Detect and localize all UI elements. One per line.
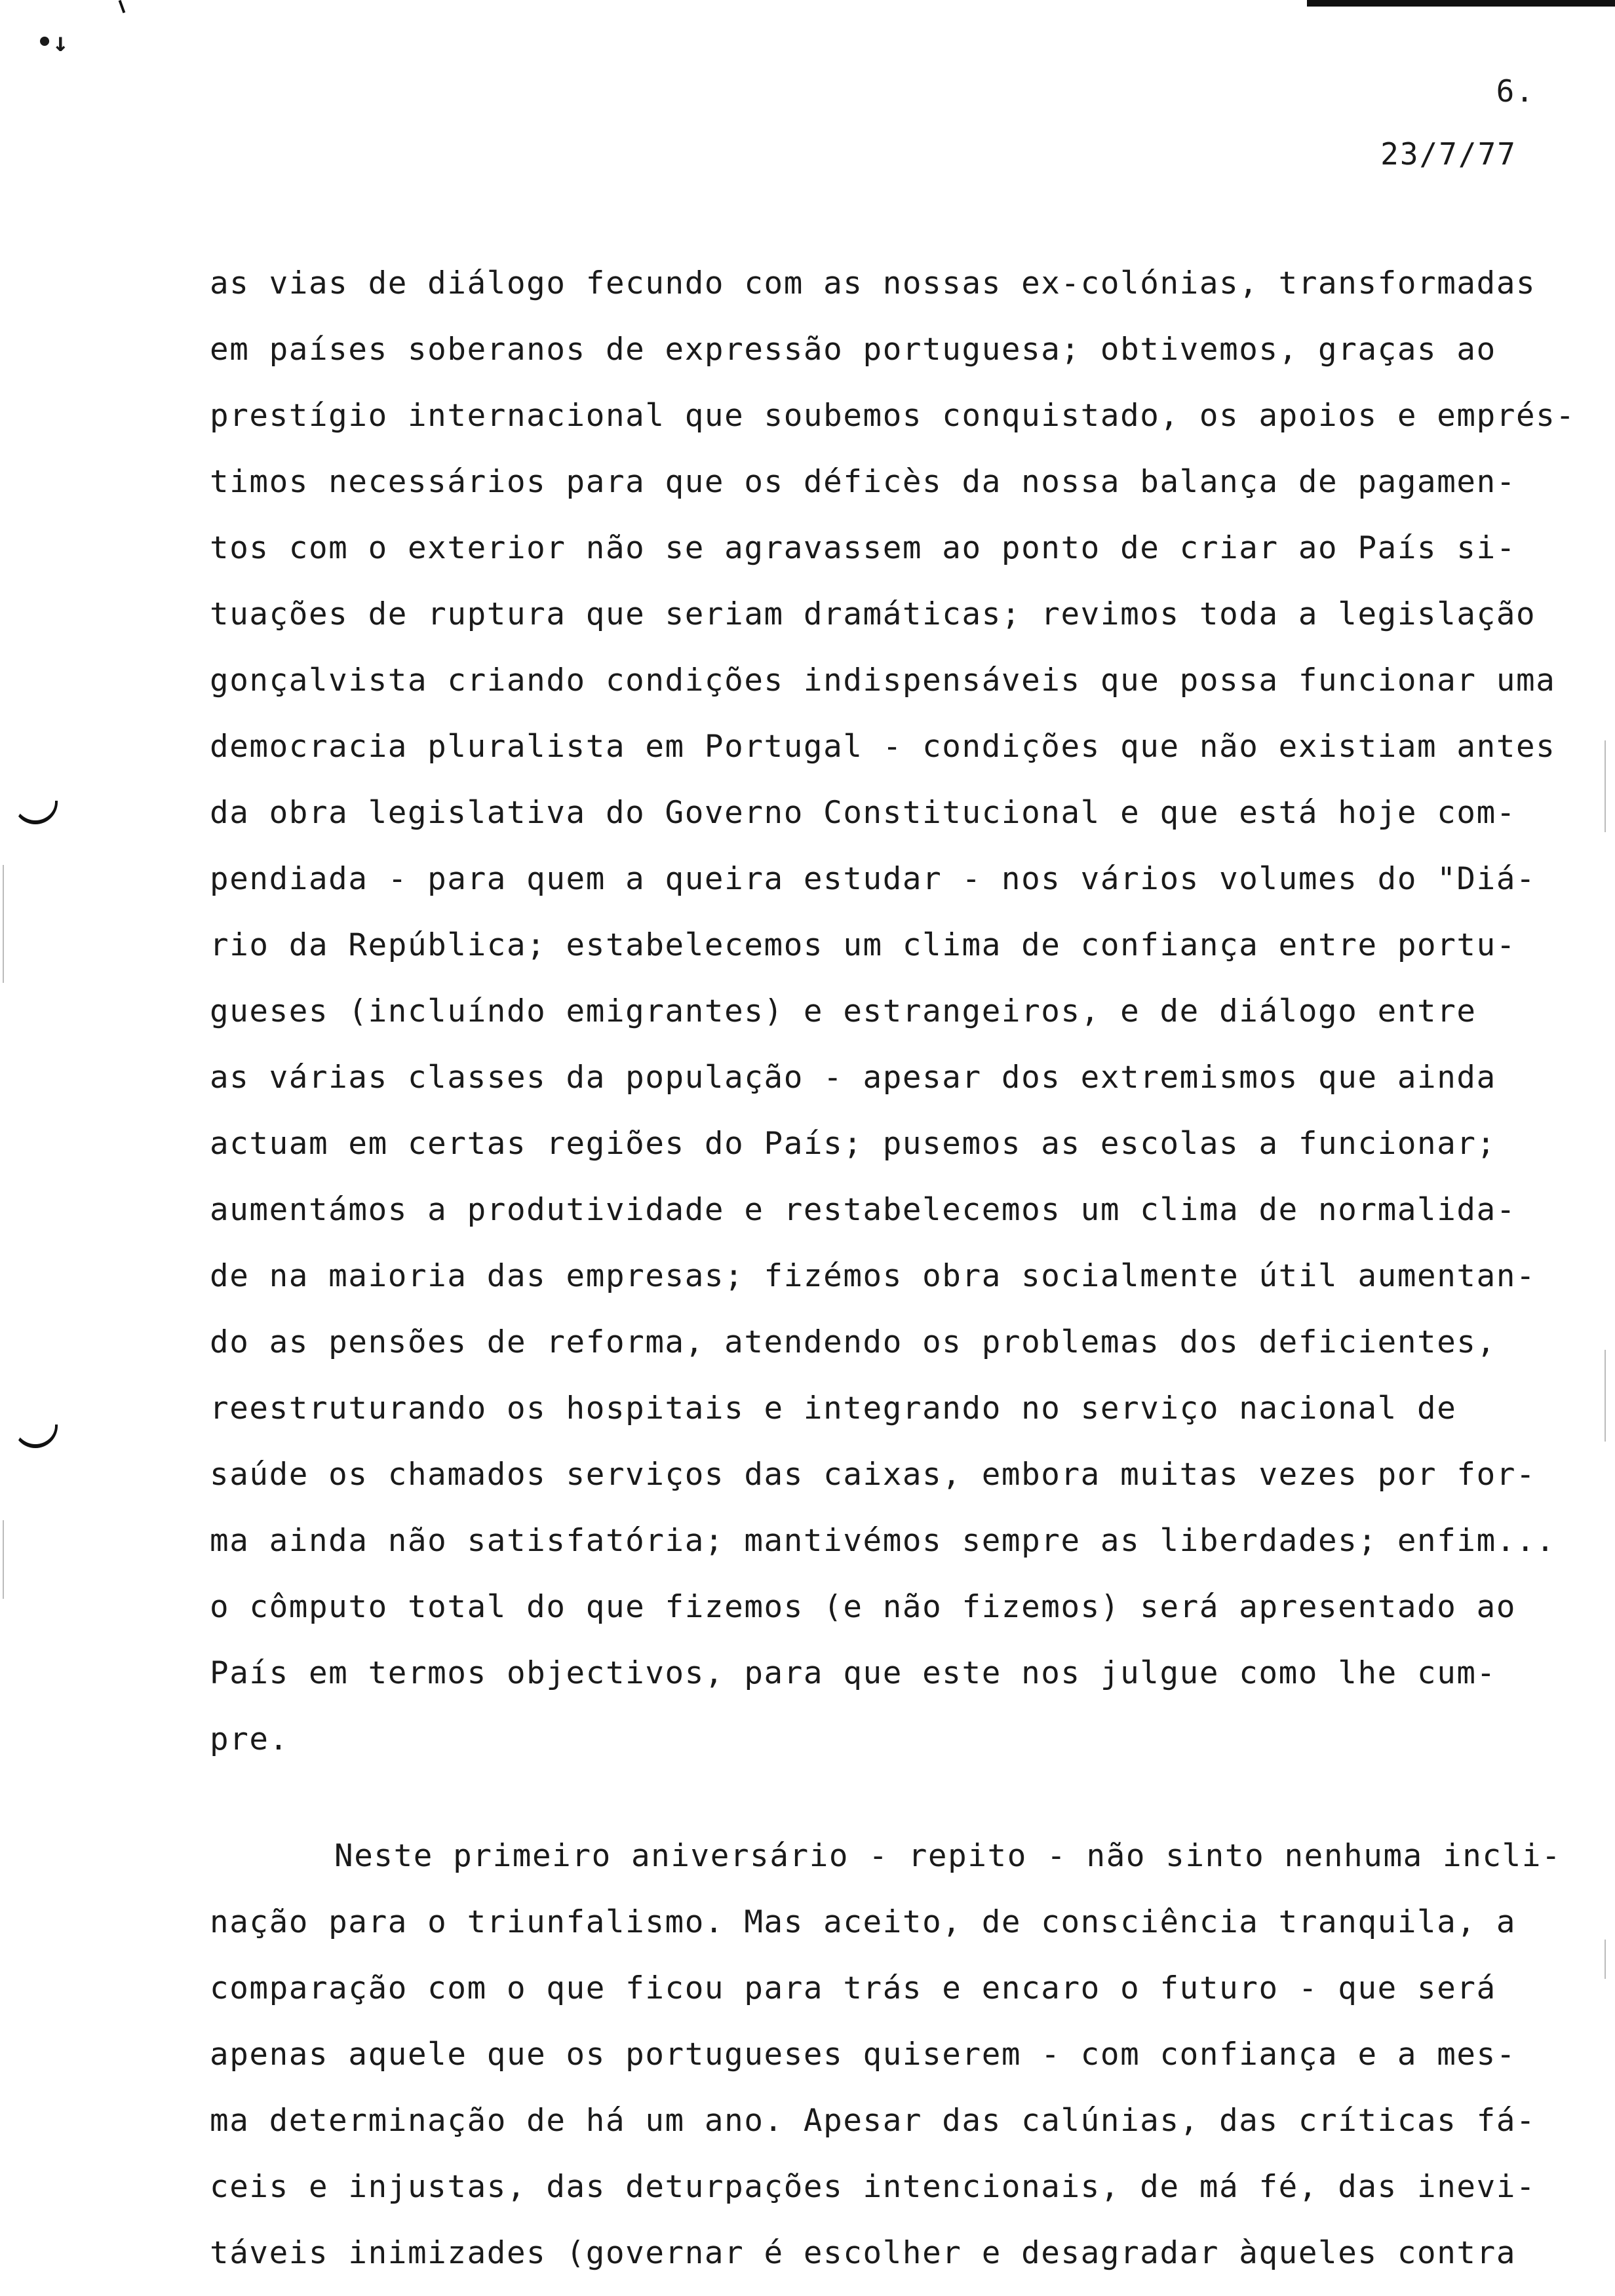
text-line: ma determinação de há um ano. Apesar das calúnias, das críticas fá- <box>210 2103 1536 2139</box>
paragraph-gap <box>210 1772 1586 1823</box>
right-edge-shadow <box>1605 1940 1606 1979</box>
text-line: em países soberanos de expressão portuguesa; obtivemos, graças ao <box>210 332 1496 368</box>
text-line: gonçalvista criando condições indispensáveis que possa funcionar uma <box>210 662 1556 698</box>
punch-hole-mark <box>13 1425 58 1448</box>
document-body <box>210 250 1586 2286</box>
text-line: táveis inimizades (governar é escolher e desagradar àqueles contra <box>210 2235 1517 2271</box>
text-line: pre. <box>210 1721 289 1757</box>
paragraph-1 <box>210 250 1586 1772</box>
text-line: timos necessários para que os déficès da nossa balança de pagamen- <box>210 464 1517 500</box>
text-line: gueses (incluíndo emigrantes) e estrangeiros, e de diálogo entre <box>210 993 1477 1029</box>
top-edge-rule <box>1307 0 1615 7</box>
text-line: ceis e injustas, das deturpações intencionais, de má fé, das inevi- <box>210 2169 1536 2205</box>
text-line: Neste primeiro aniversário - repito - não sinto nenhuma incli- <box>334 1838 1562 1874</box>
text-line: ma ainda não satisfatória; mantivémos sempre as liberdades; enfim... <box>210 1523 1556 1559</box>
text-line: apenas aquele que os portugueses quiserem - com confiança e a mes- <box>210 2037 1517 2073</box>
text-line: prestígio internacional que soubemos conquistado, os apoios e emprés- <box>210 398 1576 434</box>
text-line: aumentámos a produtividade e restabelecemos um clima de normalida- <box>210 1192 1517 1228</box>
text-line: de na maioria das empresas; fizémos obra socialmente útil aumentan- <box>210 1258 1536 1294</box>
text-line: democracia pluralista em Portugal - condições que não existiam antes <box>210 729 1556 765</box>
page-number: 6. <box>1496 73 1535 109</box>
text-line: as vias de diálogo fecundo com as nossas ex-colónias, transformadas <box>210 265 1536 301</box>
text-line: actuam em certas regiões do País; pusemos as escolas a funcionar; <box>210 1126 1496 1162</box>
right-edge-shadow <box>1605 740 1606 832</box>
text-line: reestruturando os hospitais e integrando no serviço nacional de <box>210 1390 1457 1426</box>
text-line: País em termos objectivos, para que este nos julgue como lhe cum- <box>210 1655 1496 1691</box>
text-line: rio da República; estabelecemos um clima de confiança entre portu- <box>210 927 1517 963</box>
text-line: as várias classes da população - apesar dos extremismos que ainda <box>210 1060 1496 1096</box>
corner-tick-mark <box>119 0 126 13</box>
text-line: da obra legislativa do Governo Constitucional e que está hoje com- <box>210 795 1517 831</box>
text-line: tuações de ruptura que seriam dramáticas; revimos toda a legislação <box>210 596 1536 632</box>
right-edge-shadow <box>1605 1350 1606 1442</box>
text-line: o cômputo total do que fizemos (e não fizemos) será apresentado ao <box>210 1589 1517 1625</box>
punch-hole-mark <box>13 801 58 824</box>
text-line: pendiada - para quem a queira estudar - nos vários volumes do "Diá- <box>210 861 1536 897</box>
paragraph-2 <box>210 1823 1586 2286</box>
text-line: saúde os chamados serviços das caixas, embora muitas vezes por for- <box>210 1457 1536 1493</box>
text-line: nação para o triunfalismo. Mas aceito, de consciência tranquila, a <box>210 1904 1517 1940</box>
text-line: do as pensões de reforma, atendendo os problemas dos deficientes, <box>210 1324 1496 1360</box>
corner-ink-mark: •↓ <box>37 28 69 58</box>
text-line: comparação com o que ficou para trás e encaro o futuro - que será <box>210 1970 1496 2006</box>
left-edge-shadow <box>3 865 4 983</box>
left-edge-shadow <box>3 1520 4 1599</box>
page-date: 23/7/77 <box>1380 136 1517 172</box>
text-line: tos com o exterior não se agravassem ao ponto de criar ao País si- <box>210 530 1517 566</box>
